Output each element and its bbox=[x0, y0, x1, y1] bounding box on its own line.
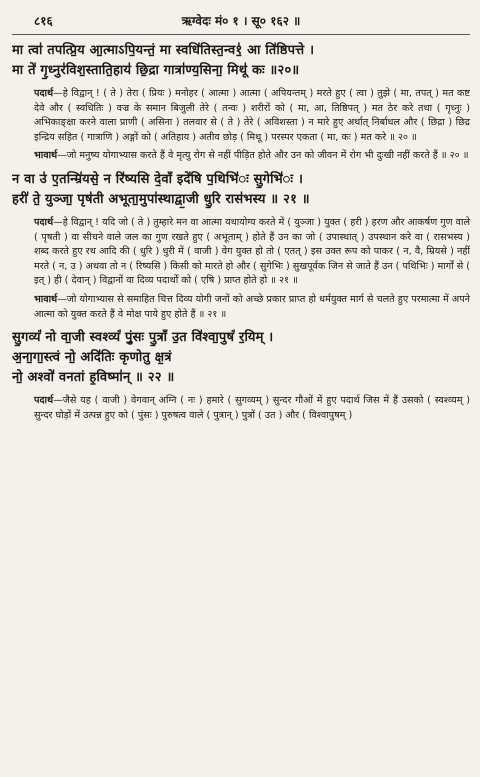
running-title: ऋग्वेदः मं० १ । सू० १६२ ॥ bbox=[181, 14, 301, 28]
mantra-22-line-2: अ॒ना॒गा॒स्त्वं नो॒ अदि॑तिः कृणोतु क्ष॒त्रं bbox=[12, 350, 172, 366]
mantra-22-line-3: नो॒ अश्वो॑ वनतां ह॒विष्मा॑न् ॥ २२ ॥ bbox=[12, 370, 175, 386]
mantra-20-line-1: मा त्वा॑ तपत्प्रि॒य आ॒त्माऽपि॒यन्तं॒ मा स्वधि॑तिस्त॒न्व१॒॑ आ ति॑ष्ठिपत्ते । bbox=[12, 43, 315, 58]
mantra-21-line-1: न वा उ॑ ए॒तन्म्रि॑यसे॒ न रि॑ष्यसि दे॒वाँ इदे॑षि प॒थिभि॑ः सु॒गेभि॑ः । bbox=[12, 171, 304, 187]
bhavartha-20 bbox=[12, 149, 470, 164]
padartha-20 bbox=[12, 87, 470, 145]
padartha-label: पदार्थ bbox=[34, 395, 54, 407]
mantra-22-line-1: सु॒गव्यं॑ नो वा॒जी स्वश्व्यं॑ पुं॒सः पु॒त्राँ उ॒त वि॑श्वा॒पुषं॑ र॒यिम् । bbox=[12, 330, 274, 346]
padartha-22 bbox=[12, 394, 470, 423]
mantra-21-line-2: हरी॑ ते॒ युञ्जा॒ पृष॑ती अभूता॒मुपा॑स्थाद्वा॒जी धु॒रि रास॑भस्य ॥ २१ ॥ bbox=[12, 191, 310, 207]
padartha-21 bbox=[12, 216, 470, 289]
padartha-text: —जैसे यह ( वाजी ) वेगवान् अग्नि ( नः ) हमारे ( सुगव्यम् ) सुन्दर गौओं में हुए पदार्थ जिस में हैं उसको ( स्वश्व्यम् ) सुन्दर घोड़ों में उत्पन्न हुए को ( पुंसः ) पुरुषत्व वाले ( पुत्रान् ) पुत्रों ( उत ) और ( विश्वापुषम् ) bbox=[34, 395, 470, 421]
bhavartha-label: भावार्थ bbox=[34, 293, 58, 305]
running-header bbox=[12, 10, 470, 35]
padartha-label: पदार्थ bbox=[34, 216, 54, 228]
padartha-text: —हे विद्वान् ! यदि जो ( ते ) तुम्हारे मन वा आत्मा यथायोग्य करते में ( युञ्जा ) युक्त ( हरी ) हरण और आकर्षण गुण वाले ( पृषती ) वा सीचने वाले जल का गुण रखते हुए ( अभूताम् ) होते हैं उन का जो ( उपास्थात् ) उपस्थान करे वा ( रासभस्य ) शब्द करते हुए रथ आदि की ( धुरि ) धुरी में ( वाजी ) वेग युक्त हो तो ( एतत् ) इस उक्त रूप को पाकर ( न, वै, म्रियसे ) नहीं मरते ( न, उ ) अथवा तो न ( रिष्यसि ) किसी को मारते हो और ( सुगेभिः ) सुखपूर्वक जिन से जाते हैं उन ( पथिभिः ) मार्गों से ( इत् ) ही ( देवान् ) विद्वानों वा दिव्य पदार्थों को ( एषि ) प्राप्त होते हो ॥ २१ ॥ bbox=[34, 216, 470, 287]
padartha-text: —हे विद्वान् ! ( ते ) तेरा ( प्रियः ) मनोहर ( आत्मा ) आत्मा ( अपियन्तम् ) मरते हुए ( त्वा ) तुझे ( मा, तपत् ) मत कष्ट देवे और ( स्वधितिः ) वज्र के समान बिजुली तेरे ( तन्वः ) शरीरों को ( मा, आ, तिष्ठिपत् ) मत ठेर करे तथा ( गृध्नुः ) अभिकाङ्क्षा करने वाला प्राणी ( असिना ) तलवार से ( ते ) तेरे ( अविशस्ता ) न मारे हुए अर्थात् निर्बाधल और ( छिद्रा ) छिद्र इन्द्रिय सहित ( गात्राणि ) अङ्गों को ( अतिहाय ) अतीव छोड़ ( मिथू ) परस्पर एकता ( मा, कः ) मत करे ॥ २० ॥ bbox=[34, 88, 470, 143]
page-number: ८१६ bbox=[34, 14, 53, 28]
bhavartha-text: —जो मनुष्य योगाभ्यास करते हैं वे मृत्यु रोग से नहीं पीड़ित होते और उन को जीवन में रोग भी दुःखी नहीं करते हैं ॥ २० ॥ bbox=[57, 150, 469, 162]
bhavartha-text: —जो योगाभ्यास से समाहित चित्त दिव्य योगी जनों को अच्छे प्रकार प्राप्त हो धर्मयुक्त मार्ग से चलते हुए परमात्मा में अपने आत्मा को युक्त करते हैं वे मोक्ष पाये हुए होते हैं ॥ २१ ॥ bbox=[34, 293, 470, 320]
bhavartha-21 bbox=[12, 293, 470, 322]
bhavartha-label: भावार्थ bbox=[34, 150, 58, 162]
padartha-label: पदार्थ bbox=[34, 88, 54, 99]
mantra-20-line-2: मा ते॑ गृ॒ध्नुर॑विश॒स्ताति॒हाय॑ छि॒द्रा गात्रा॑ण्य॒सिना॒ मिथू॑ कः ॥२०॥ bbox=[12, 63, 300, 78]
